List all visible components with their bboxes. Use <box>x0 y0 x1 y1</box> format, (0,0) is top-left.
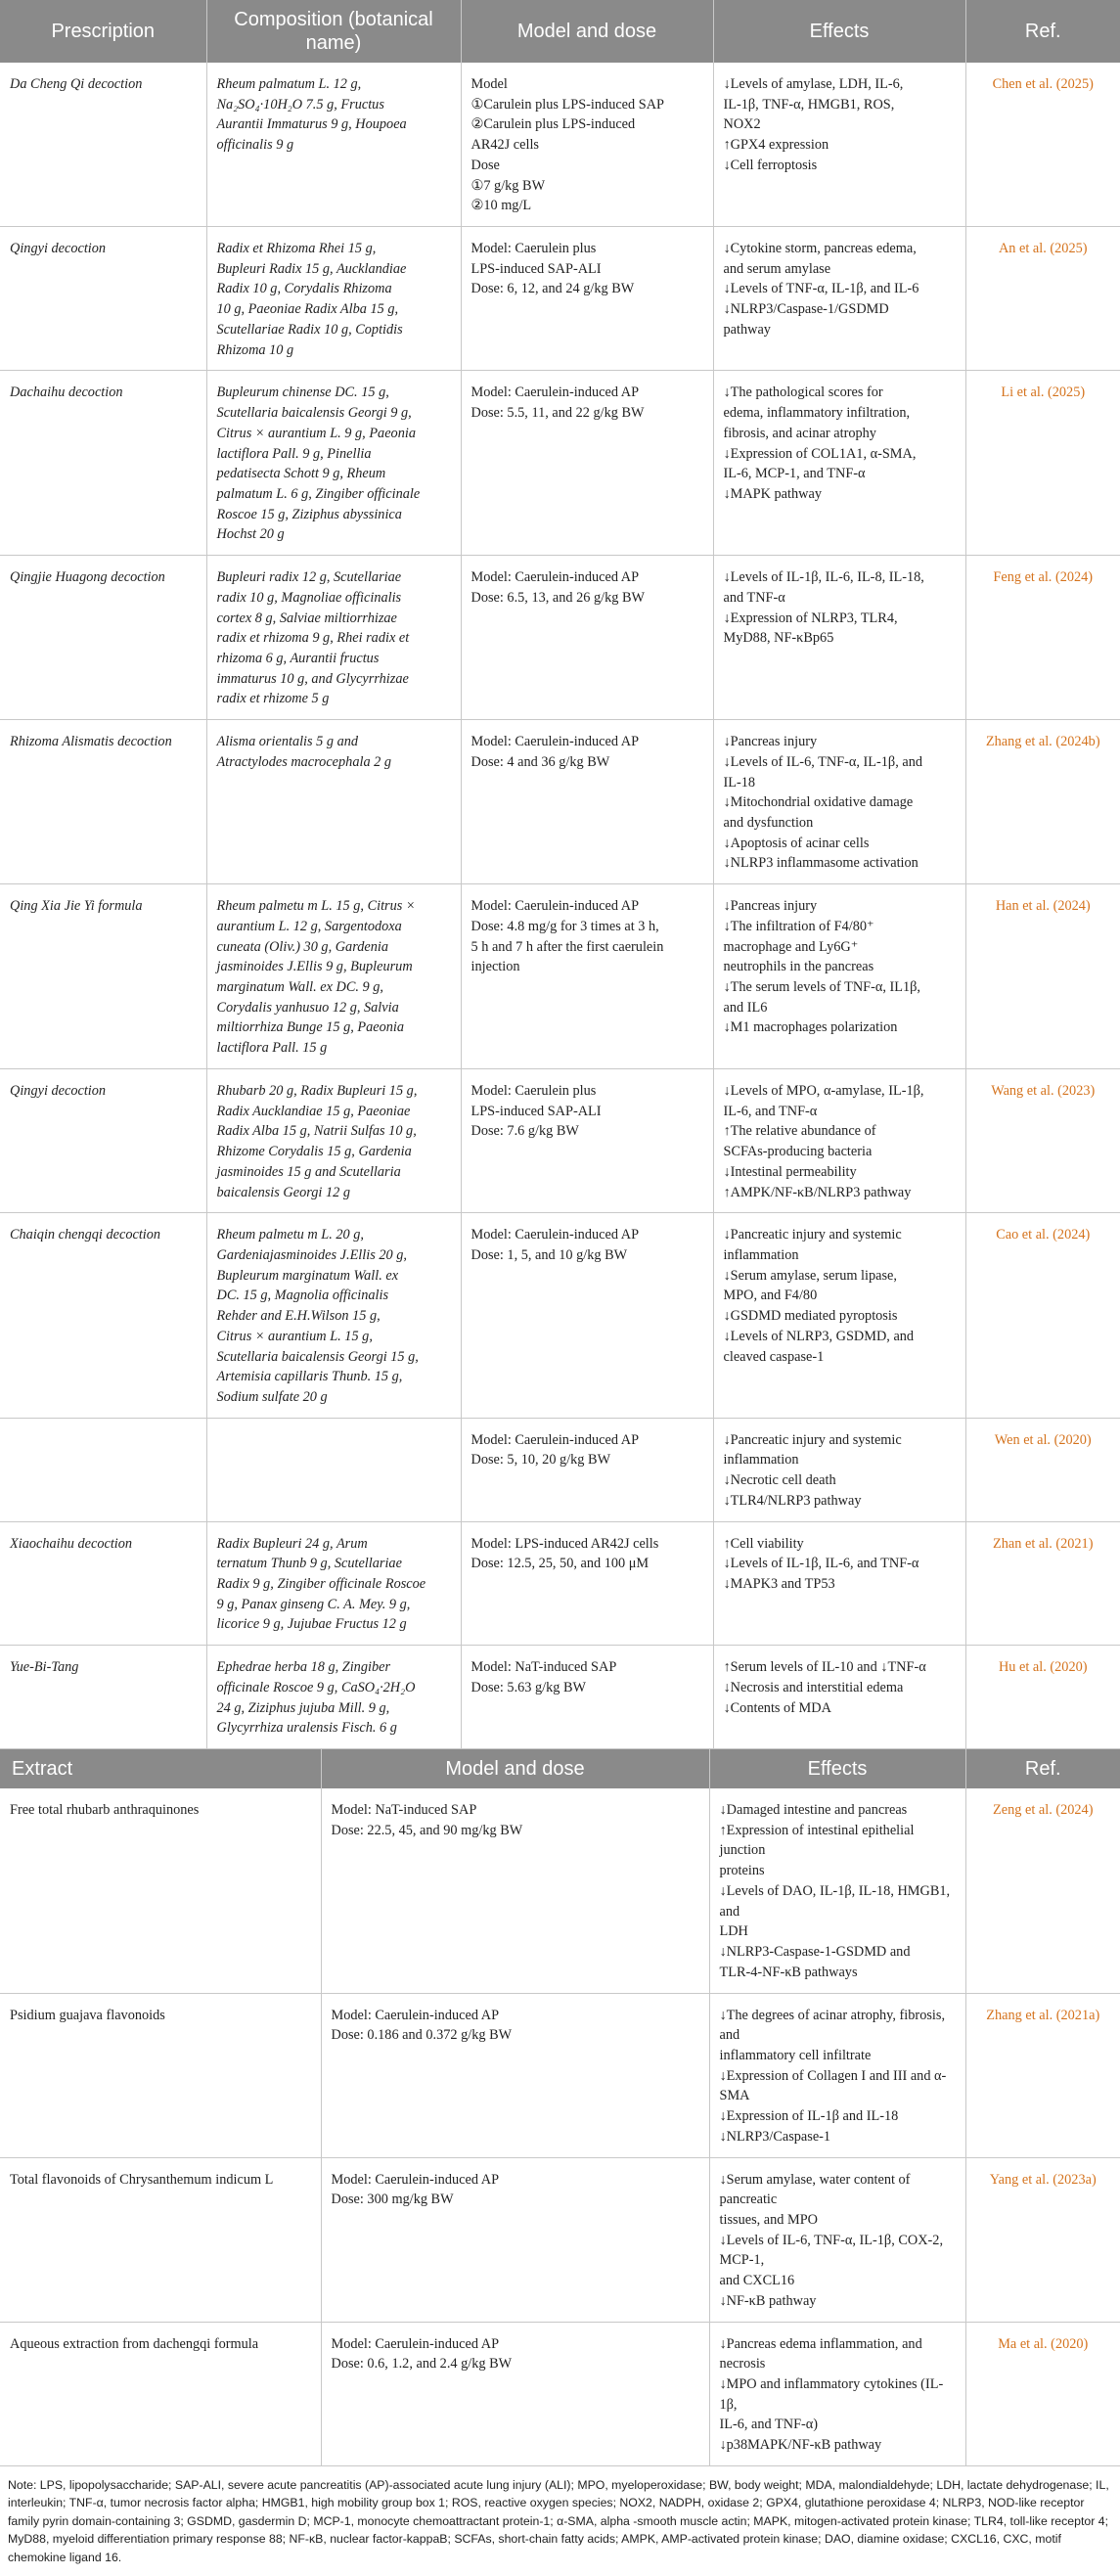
effects-cell-line: IL-18 <box>723 774 756 791</box>
effects-cell <box>709 1788 965 1993</box>
table-row <box>0 556 1120 720</box>
prescription-name: Chaiqin chengqi decoction <box>0 1213 206 1418</box>
effects-cell-line: macrophage and Ly6G⁺ <box>723 938 859 955</box>
effects-cell-line: NOX2 <box>723 116 761 133</box>
prescription-table-header <box>0 0 1120 63</box>
model-dose-cell-line: LPS-induced SAP-ALI <box>470 1103 602 1119</box>
model-dose-cell-line: Dose: 12.5, 25, 50, and 100 μM <box>470 1556 650 1572</box>
model-dose-cell-line: Dose: 300 mg/kg BW <box>331 2192 454 2208</box>
model-dose-cell-line: Dose: 22.5, 45, and 90 mg/kg BW <box>331 1822 523 1838</box>
header-effects-2: Effects <box>709 1749 965 1788</box>
effects-cell-line: ↓MAPK3 and TP53 <box>723 1576 835 1592</box>
model-dose-cell-line: Model: Caerulein-induced AP <box>331 2171 500 2188</box>
table-row <box>0 884 1120 1069</box>
composition-cell <box>206 1068 461 1212</box>
model-dose-cell-line: Model: NaT-induced SAP <box>470 1659 617 1676</box>
prescription-name: Da Cheng Qi decoction <box>0 63 206 227</box>
table-row <box>0 1993 1120 2157</box>
effects-cell-line: and TNF-α <box>723 589 785 606</box>
composition-cell-line: cortex 8 g, Salviae miltiorrhizae <box>216 610 397 626</box>
composition-cell <box>206 1418 461 1521</box>
effects-cell-line: ↓Expression of Collagen I and III and α-SMA <box>719 2067 947 2104</box>
model-dose-cell-line: Model: LPS-induced AR42J cells <box>470 1535 659 1552</box>
header-ref-2: Ref. <box>965 1749 1120 1788</box>
effects-cell-line: ↓MAPK pathway <box>723 485 822 502</box>
effects-cell-line: tissues, and MPO <box>719 2211 818 2228</box>
effects-cell-line: ↓p38MAPK/NF-κB pathway <box>719 2437 882 2454</box>
extract-table-header <box>0 1749 1120 1788</box>
header-model-dose: Model and dose <box>461 0 713 63</box>
composition-cell-line: lactiflora Pall. 15 g <box>216 1040 328 1057</box>
reference-link[interactable]: Zhang et al. (2021a) <box>965 1993 1120 2157</box>
prescription-name <box>0 1418 206 1521</box>
reference-link[interactable]: Zeng et al. (2024) <box>965 1788 1120 1993</box>
reference-link[interactable]: Li et al. (2025) <box>965 371 1120 556</box>
composition-cell-line: aurantium L. 12 g, Sargentodoxa <box>216 918 402 934</box>
extract-name-cell-line: Free total rhubarb anthraquinones <box>10 1802 200 1819</box>
composition-cell-line: Na₂SO₄·10H₂O 7.5 g, Fructus <box>216 96 384 113</box>
effects-cell-line: ↑AMPK/NF-κB/NLRP3 pathway <box>723 1184 912 1200</box>
effects-cell-line: ↓NLRP3-Caspase-1-GSDMD and <box>719 1944 911 1961</box>
effects-cell <box>709 1993 965 2157</box>
extract-name-cell <box>0 2157 321 2322</box>
composition-cell-line: Bupleurum marginatum Wall. ex <box>216 1267 399 1284</box>
composition-cell-line: Scutellariae Radix 10 g, Coptidis <box>216 321 403 338</box>
model-dose-cell-line: Dose: 4 and 36 g/kg BW <box>470 753 610 770</box>
model-dose-cell-line: ①Carulein plus LPS-induced SAP <box>470 96 664 113</box>
model-dose-cell-line: Model: Caerulein-induced AP <box>470 734 640 750</box>
composition-cell <box>206 720 461 884</box>
table-row <box>0 1788 1120 1993</box>
effects-cell-line: MyD88, NF-κBp65 <box>723 630 834 647</box>
effects-cell-line: ↓NF-κB pathway <box>719 2292 817 2309</box>
effects-cell-line: fibrosis, and acinar atrophy <box>723 425 876 441</box>
table-row <box>0 1521 1120 1646</box>
effects-cell-line: ↓Mitochondrial oxidative damage <box>723 794 914 811</box>
effects-cell-line: ↓Levels of IL-6, TNF-α, IL-1β, and <box>723 753 922 770</box>
model-dose-cell-line: Model: NaT-induced SAP <box>331 1802 477 1819</box>
model-dose-cell <box>461 1068 713 1212</box>
composition-cell-line: Rheum palmetu m L. 20 g, <box>216 1227 365 1243</box>
effects-cell-line: ↑The relative abundance of <box>723 1123 876 1140</box>
effects-cell-line: ↓NLRP3 inflammasome activation <box>723 855 918 872</box>
model-dose-cell <box>321 1788 709 1993</box>
extract-name-cell-line: Total flavonoids of Chrysanthemum indicum L <box>10 2171 274 2188</box>
composition-cell-line: Roscoe 15 g, Ziziphus abyssinica <box>216 506 402 522</box>
effects-cell-line: ↓Necrotic cell death <box>723 1472 836 1489</box>
reference-link[interactable]: Zhang et al. (2024b) <box>965 720 1120 884</box>
effects-cell-line: ↓Levels of IL-1β, IL-6, and TNF-α <box>723 1556 919 1572</box>
effects-cell-line: ↓Contents of MDA <box>723 1699 831 1716</box>
prescription-name: Qingjie Huagong decoction <box>0 556 206 720</box>
composition-cell-line: jasminoides 15 g and Scutellaria <box>216 1163 401 1180</box>
prescription-name: Yue-Bi-Tang <box>0 1646 206 1749</box>
composition-cell-line: Alisma orientalis 5 g and <box>216 734 359 750</box>
reference-link[interactable]: Wen et al. (2020) <box>965 1418 1120 1521</box>
effects-cell-line: IL-6, and TNF-α <box>723 1103 818 1119</box>
effects-cell-line: ↓The pathological scores for <box>723 384 883 401</box>
composition-cell-line: Sodium sulfate 20 g <box>216 1388 328 1405</box>
composition-cell-line: officinalis 9 g <box>216 137 294 154</box>
effects-cell <box>713 1418 965 1521</box>
effects-cell <box>713 1646 965 1749</box>
reference-link[interactable]: Han et al. (2024) <box>965 884 1120 1069</box>
composition-cell <box>206 884 461 1069</box>
effects-cell <box>713 884 965 1069</box>
composition-cell-line: Bupleuri Radix 15 g, Aucklandiae <box>216 260 407 277</box>
effects-cell-line: and dysfunction <box>723 815 814 831</box>
model-dose-cell-line: Model: Caerulein-induced AP <box>470 1227 640 1243</box>
effects-cell-line: ↓Levels of amylase, LDH, IL-6, <box>723 76 904 92</box>
effects-cell <box>709 2322 965 2465</box>
model-dose-cell-line: ①7 g/kg BW <box>470 177 546 194</box>
effects-cell-line: IL-6, MCP-1, and TNF-α <box>723 466 866 482</box>
effects-cell-line: TLR-4-NF-κB pathways <box>719 1964 858 1980</box>
composition-cell <box>206 1521 461 1646</box>
composition-cell <box>206 227 461 371</box>
header-extract: Extract <box>0 1749 321 1788</box>
prescription-name: Xiaochaihu decoction <box>0 1521 206 1646</box>
reference-link[interactable]: Zhan et al. (2021) <box>965 1521 1120 1646</box>
effects-cell-line: ↓Levels of IL-6, TNF-α, IL-1β, COX-2, MCP-1, <box>719 2232 944 2269</box>
effects-cell-line: inflammation <box>723 1452 799 1469</box>
effects-cell-line: ↓TLR4/NLRP3 pathway <box>723 1492 862 1509</box>
composition-cell-line: ternatum Thunb 9 g, Scutellariae <box>216 1556 402 1572</box>
composition-cell-line: Citrus × aurantium L. 15 g, <box>216 1328 373 1344</box>
effects-cell-line: inflammatory cell infiltrate <box>719 2047 872 2063</box>
model-dose-cell-line: Dose: 7.6 g/kg BW <box>470 1123 579 1140</box>
composition-cell-line: Gardeniajasminoides J.Ellis 20 g, <box>216 1246 407 1263</box>
effects-cell-line: ↓Levels of TNF-α, IL-1β, and IL-6 <box>723 281 919 297</box>
effects-cell-line: ↓Pancreatic injury and systemic <box>723 1227 902 1243</box>
table-row <box>0 371 1120 556</box>
prescription-name: Rhizoma Alismatis decoction <box>0 720 206 884</box>
reference-link[interactable]: Chen et al. (2025) <box>965 63 1120 227</box>
effects-cell-line: ↓Levels of IL-1β, IL-6, IL-8, IL-18, <box>723 569 924 586</box>
composition-cell-line: Radix et Rhizoma Rhei 15 g, <box>216 241 377 257</box>
table-row <box>0 2157 1120 2322</box>
effects-cell-line: ↓Pancreas edema inflammation, and necrosis <box>719 2335 922 2373</box>
composition-cell <box>206 556 461 720</box>
model-dose-cell-line: Model: Caerulein-induced AP <box>470 1431 640 1448</box>
composition-cell-line: baicalensis Georgi 12 g <box>216 1184 350 1200</box>
extract-name-cell <box>0 1993 321 2157</box>
composition-cell-line: Rhizoma 10 g <box>216 341 294 358</box>
model-dose-cell-line: Dose: 5.5, 11, and 22 g/kg BW <box>470 405 645 422</box>
composition-cell-line: Artemisia capillaris Thunb. 15 g, <box>216 1369 403 1385</box>
extract-name-cell-line: Psidium guajava flavonoids <box>10 2007 165 2023</box>
model-dose-cell <box>461 556 713 720</box>
effects-cell-line: neutrophils in the pancreas <box>723 959 874 975</box>
composition-cell-line: palmatum L. 6 g, Zingiber officinale <box>216 485 421 502</box>
reference-link[interactable]: Hu et al. (2020) <box>965 1646 1120 1749</box>
effects-cell-line: ↓Levels of NLRP3, GSDMD, and <box>723 1328 915 1344</box>
table-row <box>0 1068 1120 1212</box>
effects-cell-line: ↑Expression of intestinal epithelial junction <box>719 1822 915 1859</box>
effects-cell-line: ↓MPO and inflammatory cytokines (IL-1β, <box>719 2376 944 2413</box>
extract-name-cell <box>0 1788 321 1993</box>
effects-cell <box>713 720 965 884</box>
reference-link[interactable]: Yang et al. (2023a) <box>965 2157 1120 2322</box>
composition-cell-line: cuneata (Oliv.) 30 g, Gardenia <box>216 938 388 955</box>
effects-cell-line: ↓GSDMD mediated pyroptosis <box>723 1308 898 1325</box>
model-dose-cell-line: AR42J cells <box>470 137 539 154</box>
effects-cell-line: SCFAs-producing bacteria <box>723 1144 873 1160</box>
extract-name-cell-line: Aqueous extraction from dachengqi formula <box>10 2335 259 2352</box>
effects-cell-line: IL-6, and TNF-α) <box>719 2417 819 2433</box>
effects-cell-line: ↓The serum levels of TNF-α, IL1β, <box>723 979 921 996</box>
composition-cell-line: Radix Alba 15 g, Natrii Sulfas 10 g, <box>216 1123 417 1140</box>
effects-cell-line: ↓The degrees of acinar atrophy, fibrosis, and <box>719 2007 946 2044</box>
prescription-name: Dachaihu decoction <box>0 371 206 556</box>
composition-cell-line: Aurantii Immaturus 9 g, Houpoea <box>216 116 407 133</box>
effects-cell-line: ↓Necrosis and interstitial edema <box>723 1679 904 1695</box>
table-row <box>0 720 1120 884</box>
model-dose-cell <box>461 884 713 1069</box>
effects-cell-line: MPO, and F4/80 <box>723 1288 818 1304</box>
effects-cell-line: ↓Apoptosis of acinar cells <box>723 835 870 851</box>
effects-cell-line: ↓Serum amylase, water content of pancreatic <box>719 2171 911 2208</box>
composition-cell-line: lactiflora Pall. 9 g, Pinellia <box>216 445 372 462</box>
composition-cell-line: Atractylodes macrocephala 2 g <box>216 753 392 770</box>
model-dose-cell-line: Model: Caerulein-induced AP <box>331 2007 500 2023</box>
composition-cell-line: Radix Aucklandiae 15 g, Paeoniae <box>216 1103 411 1119</box>
composition-cell-line: pedatisecta Schott 9 g, Rheum <box>216 466 386 482</box>
prescription-name: Qingyi decoction <box>0 1068 206 1212</box>
model-dose-cell-line: Dose <box>470 157 500 173</box>
model-dose-cell-line: Dose: 6.5, 13, and 26 g/kg BW <box>470 589 646 606</box>
model-dose-cell <box>321 1993 709 2157</box>
composition-cell-line: 9 g, Panax ginseng C. A. Mey. 9 g, <box>216 1596 411 1612</box>
composition-cell-line: 10 g, Paeoniae Radix Alba 15 g, <box>216 301 399 318</box>
composition-cell-line: Rhizome Corydalis 15 g, Gardenia <box>216 1144 412 1160</box>
effects-cell-line: inflammation <box>723 1246 799 1263</box>
composition-cell <box>206 1213 461 1418</box>
extract-table <box>0 1749 1120 2466</box>
effects-cell-line: ↓Serum amylase, serum lipase, <box>723 1267 897 1284</box>
reference-link[interactable]: Ma et al. (2020) <box>965 2322 1120 2465</box>
model-dose-cell <box>461 720 713 884</box>
reference-link[interactable]: An et al. (2025) <box>965 227 1120 371</box>
effects-cell-line: ↓Expression of NLRP3, TLR4, <box>723 610 898 626</box>
reference-link[interactable]: Cao et al. (2024) <box>965 1213 1120 1418</box>
composition-cell-line: 24 g, Ziziphus jujuba Mill. 9 g, <box>216 1699 390 1716</box>
table-row <box>0 1646 1120 1749</box>
effects-cell-line: proteins <box>719 1863 765 1879</box>
composition-cell-line: Rheum palmetu m L. 15 g, Citrus × <box>216 898 416 915</box>
model-dose-cell <box>461 227 713 371</box>
effects-cell-line: ↓Expression of IL-1β and IL-18 <box>719 2108 899 2125</box>
model-dose-cell <box>321 2322 709 2465</box>
effects-cell-line: edema, inflammatory infiltration, <box>723 405 911 422</box>
model-dose-cell-line: Dose: 4.8 mg/g for 3 times at 3 h, <box>470 918 659 934</box>
effects-cell-line: ↓Intestinal permeability <box>723 1163 857 1180</box>
effects-cell-line: and CXCL16 <box>719 2273 795 2289</box>
composition-cell-line: Scutellaria baicalensis Georgi 15 g, <box>216 1348 419 1365</box>
effects-cell-line: ↓NLRP3/Caspase-1 <box>719 2128 831 2145</box>
composition-cell-line: radix et rhizoma 9 g, Rhei radix et <box>216 630 410 647</box>
effects-cell <box>713 556 965 720</box>
model-dose-cell <box>461 1646 713 1749</box>
effects-cell <box>713 1068 965 1212</box>
effects-cell-line: cleaved caspase-1 <box>723 1348 825 1365</box>
effects-cell-line: ↑Serum levels of IL-10 and ↓TNF-α <box>723 1659 926 1676</box>
prescription-name: Qingyi decoction <box>0 227 206 371</box>
effects-cell-line: ↑Cell viability <box>723 1535 804 1552</box>
model-dose-cell-line: Model: Caerulein plus <box>470 241 597 257</box>
model-dose-cell-line: Dose: 0.186 and 0.372 g/kg BW <box>331 2027 513 2044</box>
composition-cell-line: Scutellaria baicalensis Georgi 9 g, <box>216 405 412 422</box>
composition-cell <box>206 63 461 227</box>
composition-cell-line: Bupleurum chinense DC. 15 g, <box>216 384 389 401</box>
model-dose-cell <box>461 1521 713 1646</box>
effects-cell-line: ↓Pancreatic injury and systemic <box>723 1431 902 1448</box>
header-prescription: Prescription <box>0 0 206 63</box>
composition-cell-line: miltiorrhiza Bunge 15 g, Paeonia <box>216 1019 405 1036</box>
composition-cell-line: immaturus 10 g, and Glycyrrhizae <box>216 670 409 687</box>
composition-cell-line: Glycyrrhiza uralensis Fisch. 6 g <box>216 1720 397 1737</box>
table-footnote: Note: LPS, lipopolysaccharide; SAP-ALI, severe acute pancreatitis (AP)-associated acute lung injury (ALI); MPO, myeloperoxidase; BW, body weight; MDA, malondialdehyde; LDH, lactate dehydrogenase; IL, interleukin; TNF-α, tumor necrosis factor alpha; HMGB1, high mobility group box 1; ROS, reactive oxygen species; NOX2, NADPH, oxidase 2; GPX4, glutathione peroxidase 4; NLRP3, NOD-like receptor family pyrin domain-containing 3; GSDMD, gasdermin D; MCP-1, monocyte chemoattractant protein-1; α-SMA, alpha -smooth muscle actin; MAPK, mitogen-activated protein kinase; TLR4, toll-like receptor 4; MyD88, myeloid differentiation primary response 88; NF-κB, nuclear factor-kappaB; SCFAs, short-chain fatty acids; AMPK, AMP-activated protein kinase; DAO, diamine oxidase; CXCL16, CXC, motif chemokine ligand 16. <box>8 2477 1109 2564</box>
composition-cell <box>206 1646 461 1749</box>
model-dose-cell-line: Dose: 1, 5, and 10 g/kg BW <box>470 1246 628 1263</box>
effects-cell <box>713 227 965 371</box>
effects-cell-line: ↓Damaged intestine and pancreas <box>719 1802 908 1819</box>
header-ref: Ref. <box>965 0 1120 63</box>
effects-cell <box>709 2157 965 2322</box>
model-dose-cell-line: injection <box>470 959 520 975</box>
effects-cell <box>713 1213 965 1418</box>
effects-cell-line: and serum amylase <box>723 260 831 277</box>
table-row <box>0 63 1120 227</box>
header-effects: Effects <box>713 0 965 63</box>
composition-cell-line: Citrus × aurantium L. 9 g, Paeonia <box>216 425 416 441</box>
composition-cell-line: Hochst 20 g <box>216 526 285 543</box>
header-model-dose-2: Model and dose <box>321 1749 709 1788</box>
effects-cell-line: ↓M1 macrophages polarization <box>723 1019 898 1036</box>
effects-cell-line: ↓Cell ferroptosis <box>723 157 818 173</box>
model-dose-cell-line: 5 h and 7 h after the first caerulein <box>470 938 664 955</box>
model-dose-cell-line: Dose: 0.6, 1.2, and 2.4 g/kg BW <box>331 2356 513 2373</box>
composition-cell-line: Rehder and E.H.Wilson 15 g, <box>216 1308 381 1325</box>
model-dose-cell <box>461 1418 713 1521</box>
effects-cell-line: ↓Pancreas injury <box>723 734 818 750</box>
composition-cell-line: radix et rhizome 5 g <box>216 691 330 707</box>
composition-cell-line: radix 10 g, Magnoliae officinalis <box>216 589 402 606</box>
effects-cell-line: ↓NLRP3/Caspase-1/GSDMD <box>723 301 889 318</box>
table-row <box>0 2322 1120 2465</box>
model-dose-cell <box>461 63 713 227</box>
model-dose-cell-line: Dose: 5, 10, 20 g/kg BW <box>470 1452 611 1469</box>
composition-cell-line: officinale Roscoe 9 g, CaSO₄·2H₂O <box>216 1679 416 1695</box>
model-dose-cell-line: Model <box>470 76 508 92</box>
effects-cell-line: pathway <box>723 321 771 338</box>
effects-cell-line: ↑GPX4 expression <box>723 137 829 154</box>
composition-cell-line: licorice 9 g, Jujubae Fructus 12 g <box>216 1616 407 1633</box>
effects-cell-line: ↓Expression of COL1A1, α-SMA, <box>723 445 917 462</box>
table-row <box>0 227 1120 371</box>
table-row <box>0 1418 1120 1521</box>
model-dose-cell <box>461 371 713 556</box>
reference-link[interactable]: Feng et al. (2024) <box>965 556 1120 720</box>
table-row <box>0 1213 1120 1418</box>
effects-cell-line: ↓The infiltration of F4/80⁺ <box>723 918 874 934</box>
header-composition: Composition (botanical name) <box>206 0 461 63</box>
model-dose-cell-line: ②Carulein plus LPS-induced <box>470 116 636 133</box>
composition-cell-line: Radix 10 g, Corydalis Rhizoma <box>216 281 392 297</box>
effects-cell-line: ↓Pancreas injury <box>723 898 818 915</box>
effects-cell <box>713 1521 965 1646</box>
reference-link[interactable]: Wang et al. (2023) <box>965 1068 1120 1212</box>
composition-cell-line: rhizoma 6 g, Aurantii fructus <box>216 650 380 666</box>
composition-cell-line: Ephedrae herba 18 g, Zingiber <box>216 1659 391 1676</box>
model-dose-cell-line: Model: Caerulein plus <box>470 1082 597 1099</box>
composition-cell-line: Corydalis yanhusuo 12 g, Salvia <box>216 999 399 1016</box>
effects-cell <box>713 371 965 556</box>
composition-cell-line: jasminoides J.Ellis 9 g, Bupleurum <box>216 959 413 975</box>
model-dose-cell <box>321 2157 709 2322</box>
composition-cell-line: Rhubarb 20 g, Radix Bupleuri 15 g, <box>216 1082 418 1099</box>
composition-cell-line: Radix 9 g, Zingiber officinale Roscoe <box>216 1576 426 1592</box>
effects-cell-line: LDH <box>719 1923 748 1940</box>
effects-cell-line: ↓Cytokine storm, pancreas edema, <box>723 241 917 257</box>
effects-cell <box>713 63 965 227</box>
extract-name-cell <box>0 2322 321 2465</box>
model-dose-cell-line: Dose: 6, 12, and 24 g/kg BW <box>470 281 635 297</box>
model-dose-cell-line: LPS-induced SAP-ALI <box>470 260 602 277</box>
model-dose-cell-line: Model: Caerulein-induced AP <box>331 2335 500 2352</box>
prescription-name: Qing Xia Jie Yi formula <box>0 884 206 1069</box>
composition-cell-line: Radix Bupleuri 24 g, Arum <box>216 1535 368 1552</box>
model-dose-cell-line: ②10 mg/L <box>470 198 532 214</box>
composition-cell <box>206 371 461 556</box>
effects-cell-line: ↓Levels of MPO, α-amylase, IL-1β, <box>723 1082 924 1099</box>
model-dose-cell-line: Model: Caerulein-induced AP <box>470 384 640 401</box>
composition-cell-line: DC. 15 g, Magnolia officinalis <box>216 1288 389 1304</box>
model-dose-cell-line: Model: Caerulein-induced AP <box>470 898 640 915</box>
composition-cell-line: Rheum palmatum L. 12 g, <box>216 76 362 92</box>
composition-cell-line: marginatum Wall. ex DC. 9 g, <box>216 979 384 996</box>
model-dose-cell-line: Dose: 5.63 g/kg BW <box>470 1679 587 1695</box>
model-dose-cell-line: Model: Caerulein-induced AP <box>470 569 640 586</box>
effects-cell-line: IL-1β, TNF-α, HMGB1, ROS, <box>723 96 895 113</box>
effects-cell-line: and IL6 <box>723 999 768 1016</box>
effects-cell-line: ↓Levels of DAO, IL-1β, IL-18, HMGB1, and <box>719 1882 951 1920</box>
model-dose-cell <box>461 1213 713 1418</box>
composition-cell-line: Bupleuri radix 12 g, Scutellariae <box>216 569 402 586</box>
